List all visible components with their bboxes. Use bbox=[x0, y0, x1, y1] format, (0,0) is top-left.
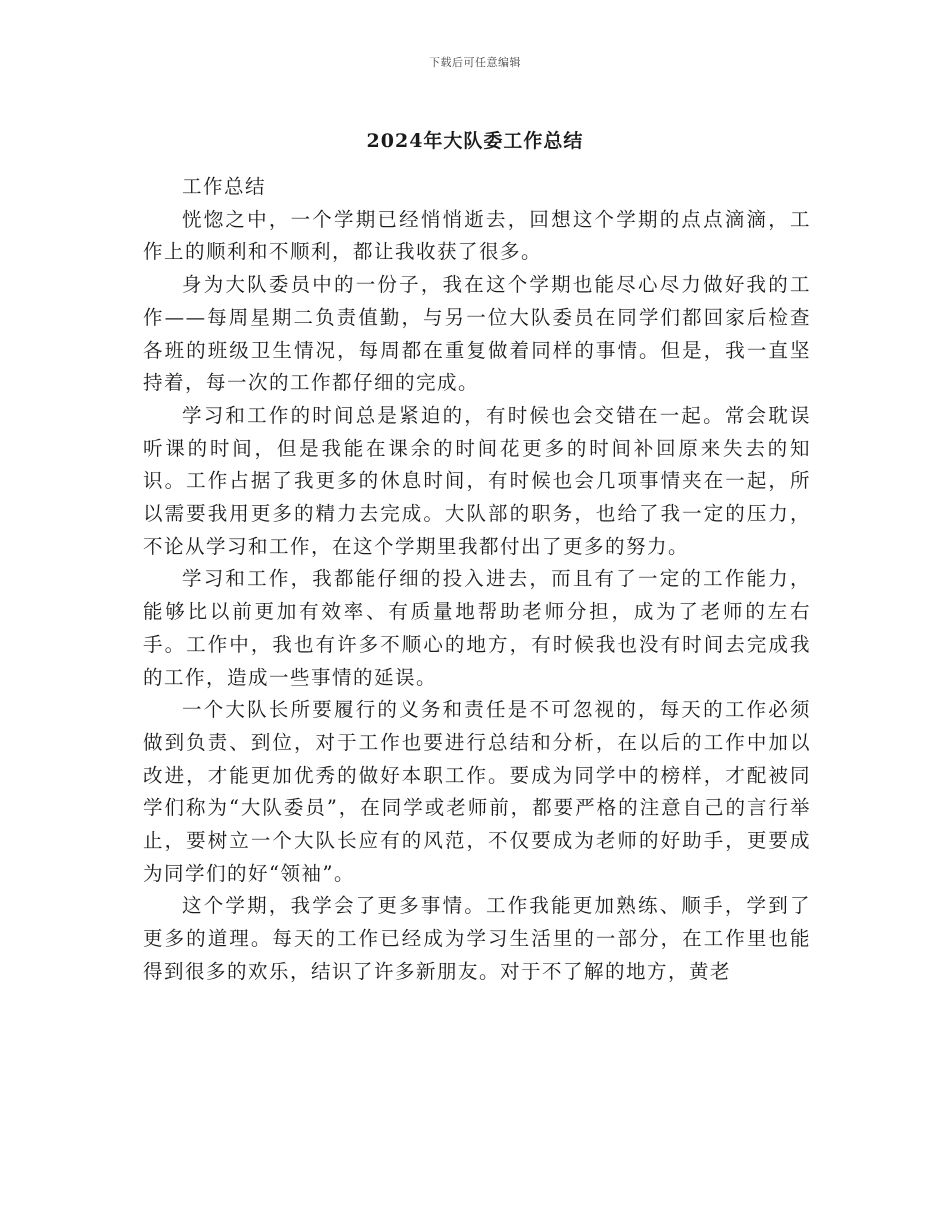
page-title: 2024年大队委工作总结 bbox=[366, 130, 584, 152]
paragraph: 学习和工作的时间总是紧迫的，有时候也会交错在一起。常会耽误听课的时间，但是我能在课余的时间花更多的时间补回原来失去的知识。工作占据了我更多的休息时间，有时候也会几项事情夹在一起，所以需要我用更多的精力去完成。大队部的职务，也给了我一定的压力，不论从学习和工作，在这个学期里我都付出了更多的努力。 bbox=[143, 403, 811, 558]
paragraph: 这个学期，我学会了更多事情。工作我能更加熟练、顺手，学到了更多的道理。每天的工作已经成为学习生活里的一部分，在工作里也能得到很多的欢乐，结识了许多新朋友。对于不了解的地方，黄老 bbox=[143, 894, 811, 983]
header-note: 下载后可任意编辑 bbox=[429, 56, 521, 69]
paragraph: 学习和工作，我都能仔细的投入进去，而且有了一定的工作能力，能够比以前更加有效率、有质量地帮助老师分担，成为了老师的左右手。工作中，我也有许多不顺心的地方，有时候我也没有时间去完成我的工作，造成一些事情的延误。 bbox=[143, 567, 811, 689]
document-body bbox=[143, 171, 811, 989]
paragraph: 恍惚之中，一个学期已经悄悄逝去，回想这个学期的点点滴滴，工作上的顺利和不顺利，都让我收获了很多。 bbox=[143, 207, 811, 264]
paragraph: 一个大队长所要履行的义务和责任是不可忽视的，每天的工作必须做到负责、到位，对于工作也要进行总结和分析，在以后的工作中加以改进，才能更加优秀的做好本职工作。要成为同学中的榜样，才配被同学们称为“大队委员”，在同学或老师前，都要严格的注意自己的言行举止，要树立一个大队长应有的风范，不仅要成为老师的好助手，更要成为同学们的好“领袖”。 bbox=[143, 698, 811, 885]
paragraph: 身为大队委员中的一份子，我在这个学期也能尽心尽力做好我的工作——每周星期二负责值勤，与另一位大队委员在同学们都回家后检查各班的班级卫生情况，每周都在重复做着同样的事情。但是，我一直坚持着，每一次的工作都仔细的完成。 bbox=[143, 273, 811, 395]
paragraph: 工作总结 bbox=[182, 175, 267, 198]
